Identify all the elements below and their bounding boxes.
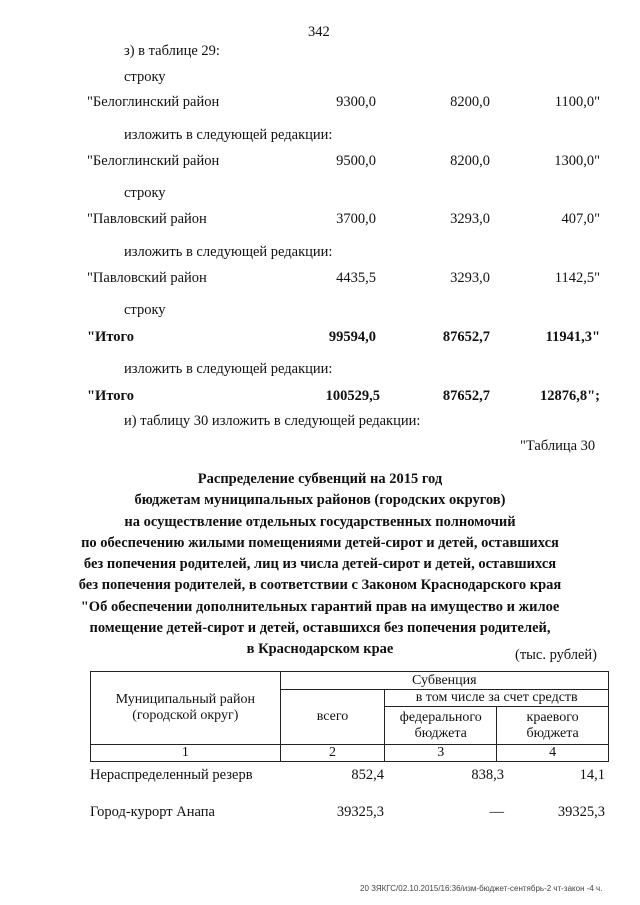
row-v2: 87652,7 [442, 388, 490, 404]
row-v2: 8200,0 [450, 153, 490, 169]
heading-line: без попечения родителей, в соответствии с Законом Краснодарского края [78, 577, 562, 594]
row-total: 39325,3 [336, 804, 384, 820]
word-row: строку [124, 69, 166, 85]
heading-line: без попечения родителей, лиц из числа детей-сирот и детей, оставшихся [83, 556, 557, 573]
row-v2: 3293,0 [450, 270, 490, 286]
row-v3: 12876,8"; [539, 388, 600, 404]
header-district [91, 672, 281, 745]
row-v2: 87652,7 [442, 329, 490, 345]
row-regional: 39325,3 [557, 804, 605, 820]
row-regional: 14,1 [579, 767, 605, 783]
table-heading [40, 469, 600, 661]
row-name: "Белоглинский район [87, 153, 220, 169]
header-federal [385, 707, 497, 745]
replace-text: изложить в следующей редакции: [124, 244, 333, 260]
replace-text: изложить в следующей редакции: [124, 361, 333, 377]
row-name: "Итого [87, 329, 134, 345]
row-v1: 100529,5 [325, 388, 380, 404]
item-z: з) в таблице 29: [124, 43, 220, 59]
header-total: всего [280, 690, 385, 745]
row-name: Нераспределенный резерв [90, 767, 253, 783]
row-total: 852,4 [351, 767, 384, 783]
row-v3: 1100,0" [554, 94, 600, 110]
header-federal-line2: бюджета [414, 725, 467, 741]
header-federal-line1: федерального [399, 709, 482, 725]
row-v3: 1300,0" [554, 153, 600, 169]
row-v1: 99594,0 [328, 329, 376, 345]
column-number: 4 [497, 745, 609, 762]
header-regional-line1: краевого [526, 709, 579, 725]
row-name: "Итого [87, 388, 134, 404]
row-v3: 11941,3" [545, 329, 600, 345]
row-v1: 9500,0 [336, 153, 376, 169]
row-name: Город-курорт Анапа [90, 804, 215, 820]
row-v2: 3293,0 [450, 211, 490, 227]
row-v1: 4435,5 [336, 270, 376, 286]
heading-line: помещение детей-сирот и детей, оставшихся без попечения родителей, [89, 620, 551, 637]
heading-line: бюджетам муниципальных районов (городских округов) [134, 492, 506, 509]
footer-file-info: 20 ЗЯКГС/02.10.2015/16:36/изм-бюджет-сентябрь-2 чт-закон -4 ч. [360, 884, 603, 893]
header-district-line2: (городской округ) [132, 708, 239, 723]
heading-line: в Краснодарском крае [246, 641, 394, 658]
word-row: строку [124, 185, 166, 201]
row-v1: 3700,0 [336, 211, 376, 227]
row-v2: 8200,0 [450, 94, 490, 110]
row-federal: — [489, 804, 504, 820]
header-including: в том числе за счет средств [385, 690, 609, 707]
replace-text: изложить в следующей редакции: [124, 127, 333, 143]
units-label: (тыс. рублей) [515, 647, 597, 663]
header-subvention: Субвенция [280, 672, 608, 690]
heading-line: на осуществление отдельных государственных полномочий [124, 513, 516, 530]
header-regional-line2: бюджета [526, 725, 579, 741]
header-district-line1: Муниципальный район [115, 692, 255, 707]
column-number: 1 [91, 745, 281, 762]
row-name: "Павловский район [87, 211, 207, 227]
row-v3: 1142,5" [554, 270, 600, 286]
row-name: "Белоглинский район [87, 94, 220, 110]
row-federal: 838,3 [471, 767, 504, 783]
item-i: и) таблицу 30 изложить в следующей редакции: [124, 413, 421, 429]
word-row: строку [124, 302, 166, 318]
heading-line: "Об обеспечении дополнительных гарантий прав на имущество и жилое [80, 598, 560, 615]
column-number: 3 [385, 745, 497, 762]
header-regional [497, 707, 609, 745]
heading-line: по обеспечению жилыми помещениями детей-сирот и детей, оставшихся [81, 534, 559, 551]
row-v1: 9300,0 [336, 94, 376, 110]
table-reference: "Таблица 30 [520, 438, 596, 454]
row-v3: 407,0" [561, 211, 600, 227]
page-number: 342 [308, 24, 330, 40]
column-number: 2 [280, 745, 385, 762]
row-name: "Павловский район [87, 270, 207, 286]
subvention-table [90, 671, 609, 762]
heading-line: Распределение субвенций на 2015 год [197, 471, 443, 487]
